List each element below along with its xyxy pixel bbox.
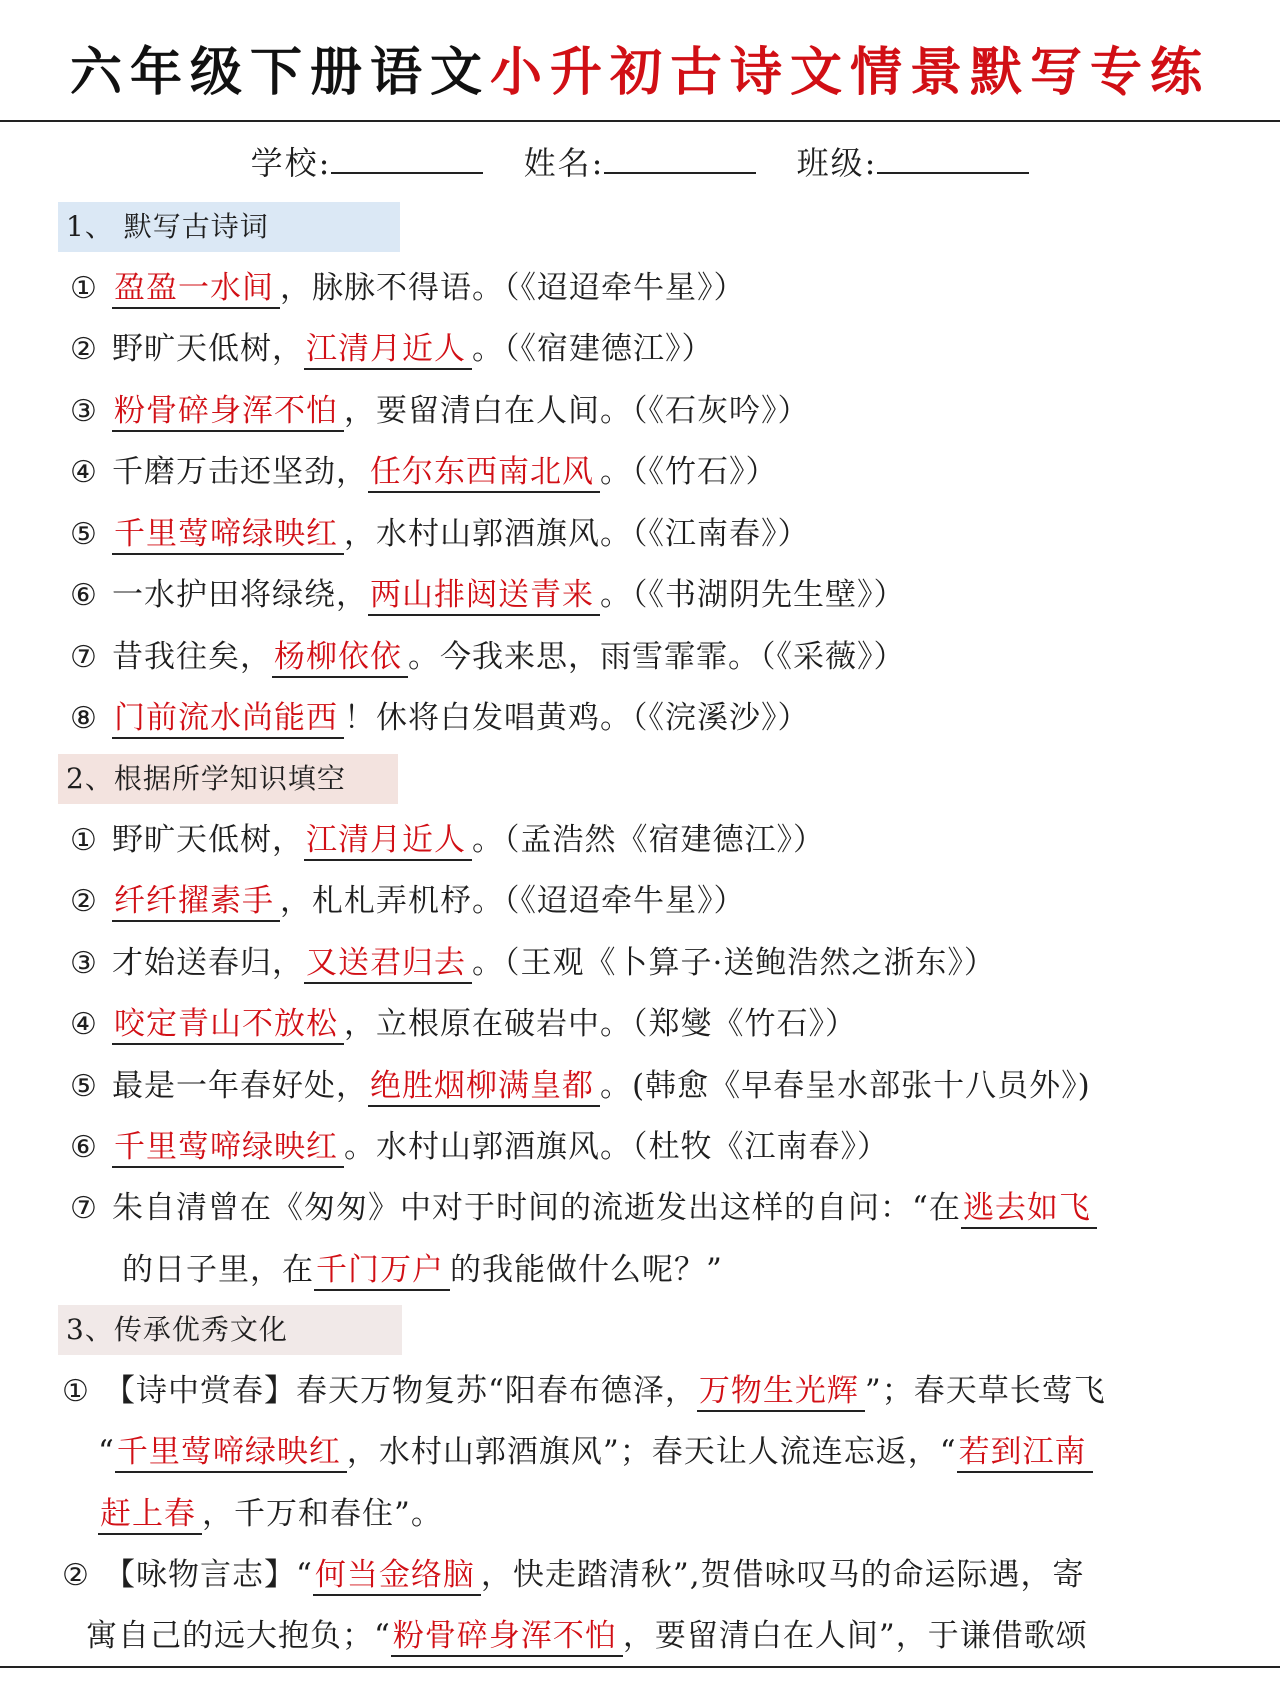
s2-item: ④ 咬定青山不放松 ，立根原在破岩中。（郑燮《竹石》） bbox=[70, 1002, 857, 1048]
school-label: 学校: bbox=[250, 144, 332, 182]
s2-item: ② 纤纤擢素手 ，札札弄机杼。（《迢迢牵牛星》） bbox=[70, 879, 746, 925]
answer-blank[interactable]: 千里莺啼绿映红 bbox=[112, 515, 344, 555]
answer-blank[interactable]: 千里莺啼绿映红 bbox=[115, 1433, 347, 1473]
section3-heading: 3、传承优秀文化 bbox=[58, 1305, 402, 1355]
bottom-divider bbox=[0, 1666, 1280, 1668]
s1-item: ④ 千磨万击还坚劲，任尔东西南北风 。（《竹石》） bbox=[70, 450, 778, 496]
s1-item: ⑧ 门前流水尚能西 ！休将白发唱黄鸡。（《浣溪沙》） bbox=[70, 696, 810, 742]
answer-blank[interactable]: 江清月近人 bbox=[304, 821, 472, 861]
answer-blank[interactable]: 若到江南 bbox=[957, 1433, 1093, 1473]
answer-blank[interactable]: 盈盈一水间 bbox=[112, 269, 280, 309]
name-field[interactable] bbox=[524, 144, 757, 182]
answer-blank[interactable]: 纤纤擢素手 bbox=[112, 882, 280, 922]
s1-item: ⑦ 昔我往矣，杨柳依依 。今我来思，雨雪霏霏。（《采薇》） bbox=[70, 635, 906, 681]
name-blank[interactable] bbox=[604, 148, 756, 174]
s2-item: ③ 才始送春归，又送君归去 。（王观《卜算子·送鲍浩然之浙东》） bbox=[70, 941, 996, 987]
s3-item1-line1: ① 【诗中赏春】春天万物复苏“阳春布德泽，万物生光辉 ”；春天草长莺飞 bbox=[62, 1369, 1106, 1415]
s3-item2-line1: ② 【咏物言志】“何当金络脑 ，快走踏清秋”,贺借咏叹马的命运际遇，寄 bbox=[62, 1553, 1085, 1599]
title-part2: 小升初古诗文情景默写专练 bbox=[490, 42, 1211, 103]
answer-blank[interactable]: 千门万户 bbox=[314, 1251, 450, 1291]
name-label: 姓名: bbox=[523, 144, 605, 182]
s3-item2-line2: 寓自己的远大抱负；“粉骨碎身浑不怕 ，要留清白在人间”，于谦借歌颂 bbox=[86, 1614, 1088, 1660]
answer-blank[interactable]: 赶上春 bbox=[98, 1495, 202, 1535]
s1-item: ② 野旷天低树，江清月近人 。（《宿建德江》） bbox=[70, 327, 714, 373]
answer-blank[interactable]: 两山排闼送青来 bbox=[368, 576, 600, 616]
s3-item1-line3: 赶上春 ，千万和春住”。 bbox=[98, 1492, 443, 1538]
student-info-line bbox=[0, 138, 1280, 184]
answer-blank[interactable]: 咬定青山不放松 bbox=[112, 1005, 344, 1045]
title-part1: 六年级下册语文 bbox=[69, 42, 490, 103]
answer-blank[interactable]: 门前流水尚能西 bbox=[112, 699, 344, 739]
answer-blank[interactable]: 杨柳依依 bbox=[272, 638, 408, 678]
s2-item7-line1: ⑦ 朱自清曾在《匆匆》中对于时间的流逝发出这样的自问：“在逃去如飞 bbox=[70, 1186, 1097, 1232]
s1-item: ① 盈盈一水间 ，脉脉不得语。（《迢迢牵牛星》） bbox=[70, 266, 746, 312]
section2-heading: 2、根据所学知识填空 bbox=[58, 754, 398, 804]
s1-item: ⑥ 一水护田将绿绕，两山排闼送青来 。（《书湖阴先生壁》） bbox=[70, 573, 906, 619]
class-blank[interactable] bbox=[877, 148, 1029, 174]
school-field[interactable] bbox=[251, 144, 484, 182]
answer-blank[interactable]: 江清月近人 bbox=[304, 330, 472, 370]
s2-item: ⑤ 最是一年春好处，绝胜烟柳满皇都 。(韩愈《早春呈水部张十八员外》) bbox=[70, 1064, 1091, 1110]
answer-blank[interactable]: 万物生光辉 bbox=[697, 1372, 865, 1412]
answer-blank[interactable]: 千里莺啼绿映红 bbox=[112, 1128, 344, 1168]
answer-blank[interactable]: 粉骨碎身浑不怕 bbox=[391, 1617, 623, 1657]
top-divider bbox=[0, 120, 1280, 122]
answer-blank[interactable]: 何当金络脑 bbox=[313, 1556, 481, 1596]
s1-item: ⑤ 千里莺啼绿映红 ，水村山郭酒旗风。（《江南春》） bbox=[70, 512, 810, 558]
class-field[interactable] bbox=[797, 144, 1030, 182]
s2-item: ① 野旷天低树，江清月近人 。（孟浩然《宿建德江》） bbox=[70, 818, 825, 864]
s3-item1-line2: “千里莺啼绿映红 ，水村山郭酒旗风”；春天让人流连忘返，“若到江南 bbox=[98, 1430, 1093, 1476]
answer-blank[interactable]: 逃去如飞 bbox=[961, 1189, 1097, 1229]
class-label: 班级: bbox=[796, 144, 878, 182]
answer-blank[interactable]: 绝胜烟柳满皇都 bbox=[368, 1067, 600, 1107]
s1-item: ③ 粉骨碎身浑不怕 ，要留清白在人间。（《石灰吟》） bbox=[70, 389, 810, 435]
page-title bbox=[0, 30, 1280, 105]
s2-item: ⑥ 千里莺啼绿映红 。水村山郭酒旗风。（杜牧《江南春》） bbox=[70, 1125, 889, 1171]
answer-blank[interactable]: 粉骨碎身浑不怕 bbox=[112, 392, 344, 432]
answer-blank[interactable]: 又送君归去 bbox=[304, 944, 472, 984]
school-blank[interactable] bbox=[331, 148, 483, 174]
section1-heading: 1、 默写古诗词 bbox=[58, 202, 400, 252]
s2-item7-line2: 的日子里，在千门万户 的我能做什么呢？” bbox=[122, 1248, 723, 1294]
answer-blank[interactable]: 任尔东西南北风 bbox=[368, 453, 600, 493]
